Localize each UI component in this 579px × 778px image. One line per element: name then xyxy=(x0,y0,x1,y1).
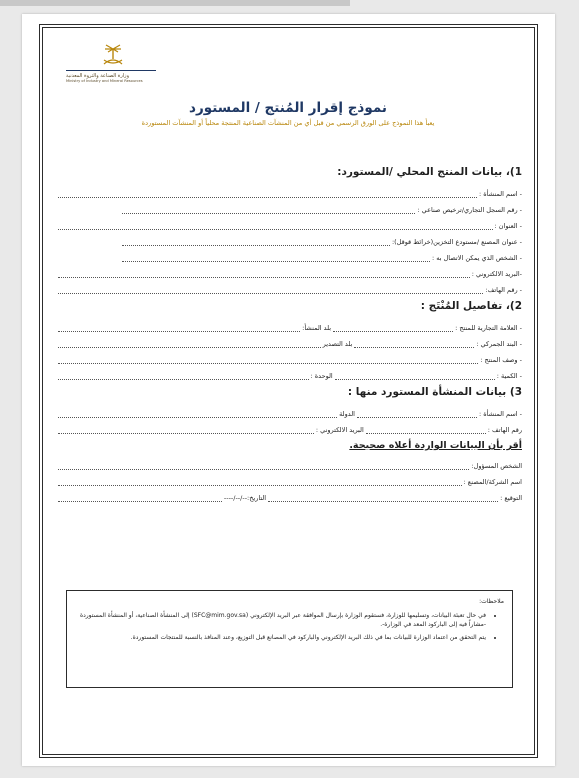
note-item: • يتم التحقق من اعتماد الوزارة للبيانات بما في ذلك البريد الإلكتروني والباركود في المصانع قبل التوزيع، وعند المنافذ بالنسبة للمنتجات المستوردة. xyxy=(75,633,486,643)
top-scrollbar xyxy=(0,0,350,6)
field-company-name[interactable]: اسم الشركة/المصنع : xyxy=(58,476,522,486)
notes-list xyxy=(75,611,504,643)
fill-line xyxy=(58,287,483,294)
section-3-title: 3) بيانات المنشأة المستورد منها : xyxy=(347,386,522,398)
fill-line xyxy=(58,341,321,348)
notes-title: ملاحظات: xyxy=(479,598,504,605)
section-2-title: 2)، تفاصيل المُنْتَج : xyxy=(420,300,522,312)
fill-line xyxy=(333,325,453,332)
fill-line xyxy=(58,325,300,332)
fill-line xyxy=(58,223,493,230)
field-responsible-person[interactable]: الشخص المسؤول: xyxy=(58,460,522,470)
section-1-title: 1)، بيانات المنتج المحلي /المستورد: xyxy=(337,166,522,178)
fill-line xyxy=(122,239,390,246)
fill-line xyxy=(58,427,314,434)
fill-line xyxy=(58,479,462,486)
fill-line xyxy=(58,373,309,380)
field-factory-address[interactable]: - عنوان المصنع /مستودع التخزين(خرائط قوقل): xyxy=(122,236,522,246)
form-subtitle: يعبأ هذا النموذج على الورق الرسمي من قبل أي من المنشآت الصناعية المنتجة محلياً أو المنشآت المستوردة xyxy=(141,119,435,127)
fill-line xyxy=(58,191,477,198)
field-establishment-name[interactable]: - اسم المنشأة : xyxy=(58,188,522,198)
fill-line xyxy=(122,207,415,214)
fill-line xyxy=(366,427,486,434)
form-title: نموذج إقرار المُنتج / المستورد xyxy=(189,100,387,116)
fill-line xyxy=(357,411,477,418)
fill-line xyxy=(58,463,469,470)
fill-line xyxy=(268,495,498,502)
field-hs-export[interactable]: - البند الجمركي : بلد التصدير xyxy=(58,338,522,348)
field-contact-person[interactable]: - الشخص الذي يمكن الاتصال به : xyxy=(122,252,522,262)
palm-swords-icon xyxy=(100,44,126,66)
fill-line xyxy=(335,373,495,380)
fill-line xyxy=(58,495,222,502)
field-quantity-unit[interactable]: - الكمية : الوحدة : xyxy=(58,370,522,380)
declaration-title: أقر بأن البيانات الواردة أعلاه صحيحة. xyxy=(349,440,522,451)
note-item: • في حال تعبئة البيانات، وتسليمها للوزارة، فستقوم الوزارة بإرسال الموافقة عبر البريد الإلكتروني (SFC@mim.gov.sa) إلى المنشأة الصناعية، أو المنشأة المستوردة -مشاراً فيه إلى الباركود المعد في الوزارة-. xyxy=(75,611,486,630)
field-supplier-phone-email[interactable]: رقم الهاتف : البريد الالكتروني : xyxy=(58,424,522,434)
fill-line xyxy=(58,411,337,418)
field-email[interactable]: -البريد الالكتروني : xyxy=(58,268,522,278)
fill-line xyxy=(58,357,478,364)
field-brand-origin[interactable]: - العلامة التجارية للمنتج : بلد المنشأ: xyxy=(58,322,522,332)
field-phone[interactable]: - رقم الهاتف: xyxy=(58,284,522,294)
ministry-name-en: Ministry of Industry and Mineral Resources xyxy=(66,79,143,83)
notes-box xyxy=(66,590,513,688)
ministry-name-ar: وزارة الصناعة والثروة المعدنية xyxy=(66,73,130,79)
fill-line xyxy=(354,341,474,348)
fill-line xyxy=(58,271,470,278)
field-signature-date[interactable]: التوقيع : التاريخ:--/--/---- xyxy=(58,492,522,502)
fill-line xyxy=(122,255,430,262)
field-commercial-register[interactable]: - رقم السجل التجاري/ترخيص صناعي : xyxy=(122,204,522,214)
field-address[interactable]: - العنوان : xyxy=(58,220,522,230)
field-supplier-name-country[interactable]: - اسم المنشأة : الدولة xyxy=(58,408,522,418)
document-page xyxy=(22,14,555,766)
form-header xyxy=(54,100,522,127)
field-product-description[interactable]: - وصف المنتج : xyxy=(58,354,522,364)
ministry-logo xyxy=(66,44,176,100)
